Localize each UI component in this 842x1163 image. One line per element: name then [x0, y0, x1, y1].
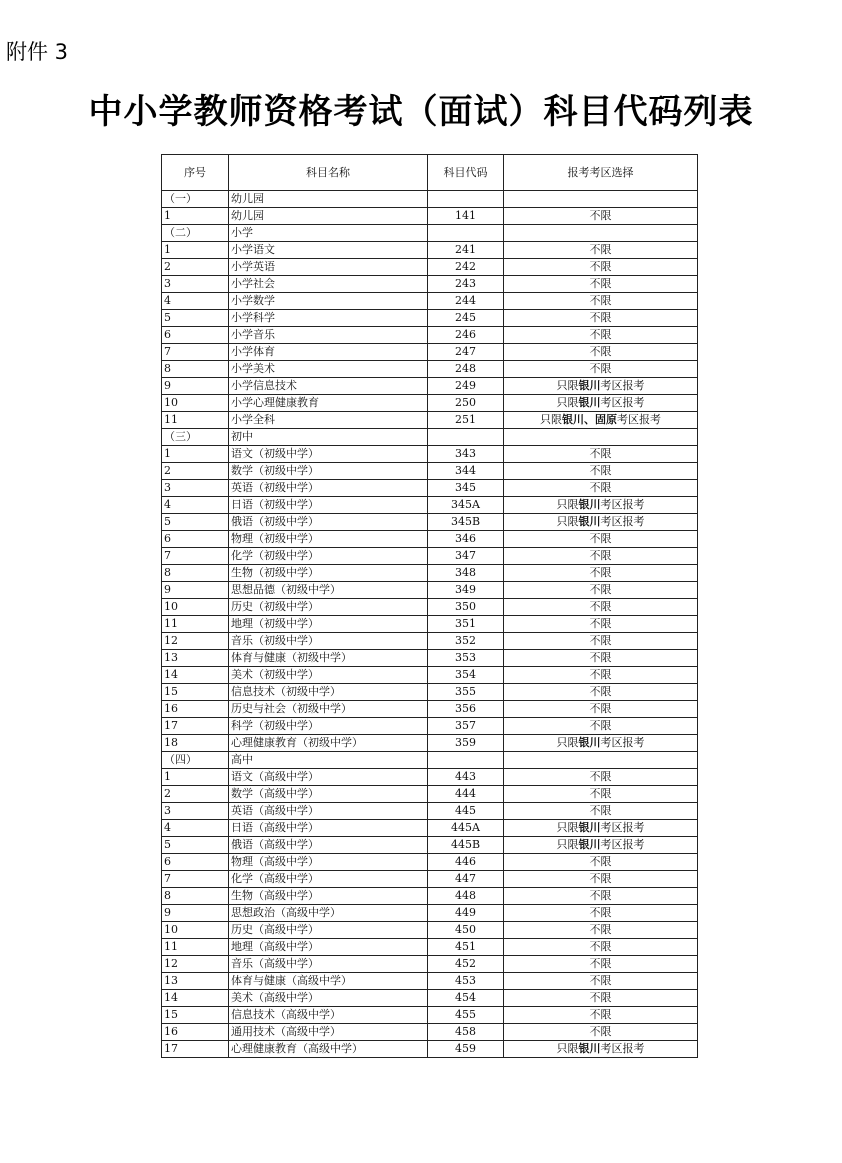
subject-name: 日语（初级中学） [229, 497, 428, 514]
section-row [162, 191, 698, 208]
exam-area-rule: 不限 [504, 956, 698, 973]
row-index: 17 [162, 1041, 229, 1058]
subject-code: 250 [428, 395, 504, 412]
exam-area-city: 银川、固原 [562, 413, 617, 426]
subject-name: 心理健康教育（高级中学） [229, 1041, 428, 1058]
exam-area-rule: 不限 [504, 633, 698, 650]
exam-area-rule: 不限 [504, 480, 698, 497]
subject-code: 445 [428, 803, 504, 820]
table-row [162, 293, 698, 310]
exam-area-text: 只限 [556, 838, 579, 851]
subject-name: 思想品德（初级中学） [229, 582, 428, 599]
table-row [162, 1024, 698, 1041]
exam-area-text: 考区报考 [600, 396, 645, 409]
table-row [162, 446, 698, 463]
row-index: 1 [162, 446, 229, 463]
subject-name: 高中 [229, 752, 428, 769]
row-index: （一） [162, 191, 229, 208]
subject-name: 思想政治（高级中学） [229, 905, 428, 922]
row-index: 16 [162, 1024, 229, 1041]
table-row [162, 684, 698, 701]
exam-area-rule: 不限 [504, 718, 698, 735]
exam-area-rule [504, 497, 698, 514]
table-row [162, 616, 698, 633]
subject-code: 347 [428, 548, 504, 565]
subject-name: 小学心理健康教育 [229, 395, 428, 412]
subject-code [428, 225, 504, 242]
exam-area-city: 银川 [578, 498, 601, 511]
exam-area-rule: 不限 [504, 293, 698, 310]
table-row [162, 990, 698, 1007]
subject-name: 小学语文 [229, 242, 428, 259]
table-row [162, 854, 698, 871]
exam-area-rule: 不限 [504, 616, 698, 633]
table-row [162, 701, 698, 718]
subject-code [428, 752, 504, 769]
subject-code: 455 [428, 1007, 504, 1024]
exam-area-rule: 不限 [504, 1024, 698, 1041]
table-row [162, 565, 698, 582]
subject-name: 通用技术（高级中学） [229, 1024, 428, 1041]
exam-area-rule [504, 412, 698, 429]
exam-area-rule [504, 191, 698, 208]
subject-name: 小学英语 [229, 259, 428, 276]
exam-area-rule [504, 837, 698, 854]
exam-area-rule [504, 429, 698, 446]
subject-code: 451 [428, 939, 504, 956]
subject-code: 446 [428, 854, 504, 871]
subject-code: 350 [428, 599, 504, 616]
subject-code: 443 [428, 769, 504, 786]
row-index: 9 [162, 378, 229, 395]
exam-area-text: 考区报考 [600, 736, 645, 749]
exam-area-rule [504, 225, 698, 242]
row-index: 4 [162, 293, 229, 310]
exam-area-text: 只限 [540, 413, 562, 426]
subject-name: 信息技术（初级中学） [229, 684, 428, 701]
row-index: 7 [162, 548, 229, 565]
exam-area-text: 考区报考 [600, 379, 645, 392]
subject-name: 历史与社会（初级中学） [229, 701, 428, 718]
exam-area-text: 考区报考 [600, 821, 645, 834]
subject-name: 美术（高级中学） [229, 990, 428, 1007]
subject-name: 生物（高级中学） [229, 888, 428, 905]
exam-area-rule: 不限 [504, 973, 698, 990]
header-exam-area: 报考考区选择 [504, 155, 698, 191]
subject-name: 英语（初级中学） [229, 480, 428, 497]
table-header [162, 155, 698, 191]
exam-area-rule: 不限 [504, 463, 698, 480]
exam-area-rule: 不限 [504, 854, 698, 871]
subject-code: 345 [428, 480, 504, 497]
exam-area-text: 只限 [556, 821, 579, 834]
table-row [162, 939, 698, 956]
page-title: 中小学教师资格考试（面试）科目代码列表 [88, 92, 754, 132]
table-row [162, 905, 698, 922]
exam-area-text: 考区报考 [600, 515, 645, 528]
subject-code: 453 [428, 973, 504, 990]
subject-code: 452 [428, 956, 504, 973]
row-index: 6 [162, 327, 229, 344]
exam-area-rule: 不限 [504, 871, 698, 888]
exam-area-rule: 不限 [504, 990, 698, 1007]
exam-area-rule: 不限 [504, 922, 698, 939]
exam-area-rule: 不限 [504, 939, 698, 956]
subject-name: 物理（初级中学） [229, 531, 428, 548]
subject-name: 小学体育 [229, 344, 428, 361]
row-index: 7 [162, 871, 229, 888]
subject-name: 小学美术 [229, 361, 428, 378]
table-row [162, 361, 698, 378]
table-row [162, 786, 698, 803]
exam-area-rule: 不限 [504, 276, 698, 293]
table-row [162, 310, 698, 327]
subject-name: 心理健康教育（初级中学） [229, 735, 428, 752]
subject-name: 小学社会 [229, 276, 428, 293]
row-index: 9 [162, 582, 229, 599]
table-row [162, 956, 698, 973]
exam-area-text: 考区报考 [600, 498, 645, 511]
subject-code: 356 [428, 701, 504, 718]
exam-area-rule: 不限 [504, 344, 698, 361]
subject-code: 344 [428, 463, 504, 480]
table-row [162, 888, 698, 905]
subject-code: 459 [428, 1041, 504, 1058]
row-index: 6 [162, 854, 229, 871]
subject-code-table [161, 154, 698, 1058]
row-index: 10 [162, 599, 229, 616]
table-row [162, 1007, 698, 1024]
exam-area-city: 银川 [578, 821, 601, 834]
subject-name: 体育与健康（高级中学） [229, 973, 428, 990]
exam-area-text: 只限 [556, 1042, 579, 1055]
exam-area-text: 只限 [556, 396, 579, 409]
exam-area-rule: 不限 [504, 905, 698, 922]
subject-code: 351 [428, 616, 504, 633]
row-index: 7 [162, 344, 229, 361]
subject-name: 英语（高级中学） [229, 803, 428, 820]
subject-code: 447 [428, 871, 504, 888]
subject-name: 历史（高级中学） [229, 922, 428, 939]
subject-code: 348 [428, 565, 504, 582]
exam-area-text: 只限 [556, 515, 579, 528]
subject-name: 化学（初级中学） [229, 548, 428, 565]
section-row [162, 429, 698, 446]
exam-area-rule: 不限 [504, 565, 698, 582]
table-row [162, 718, 698, 735]
exam-area-rule: 不限 [504, 803, 698, 820]
subject-code: 246 [428, 327, 504, 344]
table-row [162, 633, 698, 650]
subject-code: 346 [428, 531, 504, 548]
subject-code: 450 [428, 922, 504, 939]
subject-name: 俄语（初级中学） [229, 514, 428, 531]
exam-area-rule [504, 395, 698, 412]
row-index: 12 [162, 956, 229, 973]
subject-name: 初中 [229, 429, 428, 446]
subject-code: 458 [428, 1024, 504, 1041]
subject-code: 454 [428, 990, 504, 1007]
table-row [162, 548, 698, 565]
table-row [162, 769, 698, 786]
subject-code: 352 [428, 633, 504, 650]
subject-code: 141 [428, 208, 504, 225]
exam-area-rule: 不限 [504, 888, 698, 905]
row-index: 1 [162, 242, 229, 259]
exam-area-rule: 不限 [504, 208, 698, 225]
subject-code: 241 [428, 242, 504, 259]
subject-code: 248 [428, 361, 504, 378]
header-subject-name: 科目名称 [229, 155, 428, 191]
subject-name: 幼儿园 [229, 208, 428, 225]
subject-name: 俄语（高级中学） [229, 837, 428, 854]
exam-area-rule: 不限 [504, 684, 698, 701]
row-index: 5 [162, 514, 229, 531]
row-index: 11 [162, 616, 229, 633]
exam-area-rule: 不限 [504, 446, 698, 463]
row-index: 4 [162, 497, 229, 514]
exam-area-city: 银川 [578, 396, 601, 409]
exam-area-rule: 不限 [504, 531, 698, 548]
subject-name: 日语（高级中学） [229, 820, 428, 837]
table-row [162, 514, 698, 531]
row-index: 13 [162, 973, 229, 990]
row-index: 8 [162, 888, 229, 905]
subject-name: 小学科学 [229, 310, 428, 327]
subject-name: 小学数学 [229, 293, 428, 310]
row-index: 8 [162, 361, 229, 378]
subject-name: 科学（初级中学） [229, 718, 428, 735]
header-subject-code: 科目代码 [428, 155, 504, 191]
exam-area-rule: 不限 [504, 259, 698, 276]
table-header-row [162, 155, 698, 191]
section-row [162, 225, 698, 242]
table-row [162, 480, 698, 497]
exam-area-rule: 不限 [504, 310, 698, 327]
exam-area-rule [504, 735, 698, 752]
subject-code: 249 [428, 378, 504, 395]
row-index: （四） [162, 752, 229, 769]
row-index: 3 [162, 803, 229, 820]
row-index: 5 [162, 837, 229, 854]
subject-name: 数学（高级中学） [229, 786, 428, 803]
exam-area-rule: 不限 [504, 701, 698, 718]
exam-area-text: 考区报考 [617, 413, 661, 426]
table-row [162, 378, 698, 395]
exam-area-rule [504, 752, 698, 769]
exam-area-city: 银川 [578, 838, 601, 851]
subject-code: 243 [428, 276, 504, 293]
row-index: 10 [162, 922, 229, 939]
exam-area-text: 只限 [556, 498, 579, 511]
row-index: （二） [162, 225, 229, 242]
row-index: 14 [162, 667, 229, 684]
table-row [162, 276, 698, 293]
row-index: 2 [162, 259, 229, 276]
exam-area-rule [504, 1041, 698, 1058]
table-row [162, 395, 698, 412]
exam-area-text: 考区报考 [600, 838, 645, 851]
subject-name: 小学全科 [229, 412, 428, 429]
table-row [162, 667, 698, 684]
row-index: 8 [162, 565, 229, 582]
table-row [162, 463, 698, 480]
row-index: 9 [162, 905, 229, 922]
table-row [162, 208, 698, 225]
subject-name: 美术（初级中学） [229, 667, 428, 684]
row-index: 11 [162, 412, 229, 429]
subject-name: 小学信息技术 [229, 378, 428, 395]
subject-code: 244 [428, 293, 504, 310]
section-row [162, 752, 698, 769]
row-index: 1 [162, 208, 229, 225]
subject-name: 音乐（初级中学） [229, 633, 428, 650]
header-index: 序号 [162, 155, 229, 191]
subject-code: 343 [428, 446, 504, 463]
row-index: 10 [162, 395, 229, 412]
table-row [162, 582, 698, 599]
subject-code: 445A [428, 820, 504, 837]
subject-name: 语文（初级中学） [229, 446, 428, 463]
subject-code: 444 [428, 786, 504, 803]
subject-code: 359 [428, 735, 504, 752]
exam-area-rule: 不限 [504, 650, 698, 667]
exam-area-rule: 不限 [504, 769, 698, 786]
row-index: 12 [162, 633, 229, 650]
subject-code: 345B [428, 514, 504, 531]
table-row [162, 242, 698, 259]
subject-code: 355 [428, 684, 504, 701]
subject-code: 357 [428, 718, 504, 735]
subject-code: 445B [428, 837, 504, 854]
subject-name: 语文（高级中学） [229, 769, 428, 786]
subject-code: 242 [428, 259, 504, 276]
exam-area-city: 银川 [578, 1042, 601, 1055]
exam-area-rule: 不限 [504, 548, 698, 565]
subject-name: 地理（高级中学） [229, 939, 428, 956]
subject-code [428, 191, 504, 208]
subject-name: 地理（初级中学） [229, 616, 428, 633]
table-row [162, 973, 698, 990]
exam-area-rule: 不限 [504, 361, 698, 378]
table-row [162, 922, 698, 939]
table-row [162, 871, 698, 888]
subject-name: 小学音乐 [229, 327, 428, 344]
exam-area-text: 只限 [556, 736, 579, 749]
subject-name: 幼儿园 [229, 191, 428, 208]
row-index: 5 [162, 310, 229, 327]
subject-code: 449 [428, 905, 504, 922]
subject-name: 体育与健康（初级中学） [229, 650, 428, 667]
subject-name: 物理（高级中学） [229, 854, 428, 871]
row-index: 15 [162, 684, 229, 701]
exam-area-rule: 不限 [504, 786, 698, 803]
exam-area-rule [504, 820, 698, 837]
exam-area-city: 银川 [578, 515, 601, 528]
table-row [162, 327, 698, 344]
subject-code: 245 [428, 310, 504, 327]
table-row [162, 599, 698, 616]
exam-area-rule: 不限 [504, 1007, 698, 1024]
subject-name: 音乐（高级中学） [229, 956, 428, 973]
table-row [162, 1041, 698, 1058]
row-index: 13 [162, 650, 229, 667]
subject-name: 化学（高级中学） [229, 871, 428, 888]
row-index: （三） [162, 429, 229, 446]
row-index: 2 [162, 463, 229, 480]
table-row [162, 531, 698, 548]
table-row [162, 259, 698, 276]
row-index: 11 [162, 939, 229, 956]
exam-area-text: 只限 [556, 379, 579, 392]
subject-code: 353 [428, 650, 504, 667]
row-index: 6 [162, 531, 229, 548]
exam-area-rule: 不限 [504, 327, 698, 344]
subject-name: 小学 [229, 225, 428, 242]
subject-code: 448 [428, 888, 504, 905]
table-body [162, 191, 698, 1058]
subject-name: 历史（初级中学） [229, 599, 428, 616]
exam-area-rule: 不限 [504, 242, 698, 259]
exam-area-city: 银川 [578, 736, 601, 749]
row-index: 2 [162, 786, 229, 803]
table-row [162, 650, 698, 667]
table-row [162, 497, 698, 514]
subject-code: 349 [428, 582, 504, 599]
attachment-label: 附件 3 [6, 40, 69, 64]
exam-area-rule: 不限 [504, 599, 698, 616]
subject-name: 信息技术（高级中学） [229, 1007, 428, 1024]
exam-area-rule: 不限 [504, 582, 698, 599]
table-row [162, 344, 698, 361]
row-index: 14 [162, 990, 229, 1007]
subject-code: 354 [428, 667, 504, 684]
exam-area-rule [504, 378, 698, 395]
exam-area-rule: 不限 [504, 667, 698, 684]
row-index: 4 [162, 820, 229, 837]
row-index: 15 [162, 1007, 229, 1024]
table-row [162, 803, 698, 820]
row-index: 3 [162, 276, 229, 293]
table-row [162, 735, 698, 752]
subject-code: 251 [428, 412, 504, 429]
table-row [162, 837, 698, 854]
row-index: 17 [162, 718, 229, 735]
row-index: 18 [162, 735, 229, 752]
subject-name: 生物（初级中学） [229, 565, 428, 582]
subject-code [428, 429, 504, 446]
exam-area-city: 银川 [578, 379, 601, 392]
row-index: 1 [162, 769, 229, 786]
subject-code: 345A [428, 497, 504, 514]
subject-code: 247 [428, 344, 504, 361]
subject-name: 数学（初级中学） [229, 463, 428, 480]
row-index: 16 [162, 701, 229, 718]
table-row [162, 412, 698, 429]
exam-area-rule [504, 514, 698, 531]
exam-area-text: 考区报考 [600, 1042, 645, 1055]
table-row [162, 820, 698, 837]
row-index: 3 [162, 480, 229, 497]
